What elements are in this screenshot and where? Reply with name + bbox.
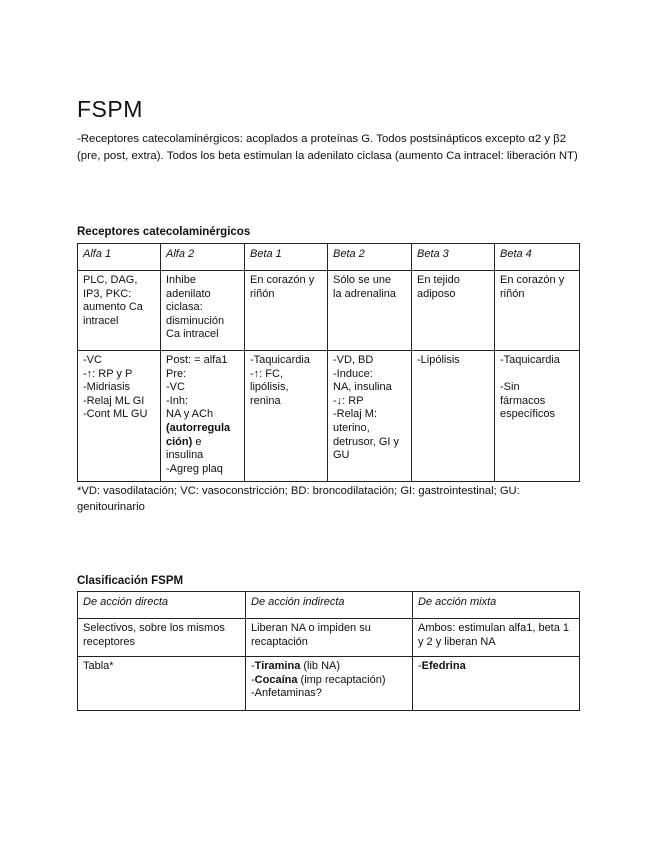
page-title: FSPM (77, 96, 143, 122)
cell-indirecta-examples: -Tiramina (lib NA) -Cocaína (imp recaptación) -Anfetaminas? (246, 657, 413, 711)
cell-beta3-effects: -Lipólisis (412, 351, 495, 482)
header-alfa2: Alfa 2 (161, 244, 245, 271)
header-indirecta: De acción indirecta (246, 592, 413, 619)
cocaina-bold: Cocaína (254, 673, 298, 686)
cell-beta4-mechanism: En corazón y riñón (495, 271, 580, 351)
receptors-effects-row (78, 351, 580, 482)
cell-directa-desc: Selectivos, sobre los mismos receptores (78, 619, 246, 657)
cell-alfa1-effects: -VC -↑: RP y P -Midriasis -Relaj ML GI -Cont ML GU (78, 351, 161, 482)
classification-table (77, 591, 580, 711)
classification-header-row (78, 592, 580, 619)
header-beta1: Beta 1 (245, 244, 328, 271)
cell-directa-examples: Tabla* (78, 657, 246, 711)
receptors-table (77, 243, 580, 482)
cell-beta4-effects: -Taquicardia -Sin fármacos específicos (495, 351, 580, 482)
tiramina-bold: Tiramina (254, 660, 301, 672)
efedrina-bold: Efedrina (421, 660, 466, 672)
cell-beta1-mechanism: En corazón y riñón (245, 271, 328, 351)
intro-paragraph: -Receptores catecolaminérgicos: acoplados a proteínas G. Todos postsinápticos excepto α2 y β2 (pre, post, extra). Todos los beta estimulan la adenilato ciclasa (aumento Ca intracel: liberación NT) (77, 133, 578, 162)
cell-beta1-effects: -Taquicardia -↑: FC, lipólisis, renina (245, 351, 328, 482)
cell-mixta-examples: -Efedrina (413, 657, 580, 711)
header-directa: De acción directa (78, 592, 246, 619)
header-mixta: De acción mixta (413, 592, 580, 619)
classification-description-row (78, 619, 580, 657)
classification-examples-row (78, 657, 580, 711)
cell-mixta-desc: Ambos: estimulan alfa1, beta 1 y 2 y liberan NA (413, 619, 580, 657)
cell-beta3-mechanism: En tejido adiposo (412, 271, 495, 351)
cell-beta2-effects: -VD, BD -Induce: NA, insulina -↓: RP -Relaj M: uterino, detrusor, GI y GU (328, 351, 412, 482)
header-beta4: Beta 4 (495, 244, 580, 271)
autorregulacion-bold: (autorregula (166, 421, 231, 434)
footnote: *VD: vasodilatación; VC: vasoconstricción; BD: broncodilatación; GI: gastrointestinal; GU: genitourinario (77, 485, 520, 513)
cell-alfa2-effects: Post: = alfa1 Pre: -VC -Inh: NA y ACh (autorregula ción) e insulina -Agreg plaq (161, 351, 245, 482)
cell-alfa2-mechanism: Inhibe adenilato ciclasa: disminución Ca intracel (161, 271, 245, 351)
receptors-mechanism-row (78, 271, 580, 351)
header-alfa1: Alfa 1 (78, 244, 161, 271)
cell-beta2-mechanism: Sólo se une la adrenalina (328, 271, 412, 351)
receptors-section-title: Receptores catecolaminérgicos (77, 226, 251, 238)
header-beta3: Beta 3 (412, 244, 495, 271)
cell-indirecta-desc: Liberan NA o impiden su recaptación (246, 619, 413, 657)
cell-alfa1-mechanism: PLC, DAG, IP3, PKC: aumento Ca intracel (78, 271, 161, 351)
receptors-header-row (78, 244, 580, 271)
classification-section-title: Clasificación FSPM (77, 575, 184, 587)
header-beta2: Beta 2 (328, 244, 412, 271)
